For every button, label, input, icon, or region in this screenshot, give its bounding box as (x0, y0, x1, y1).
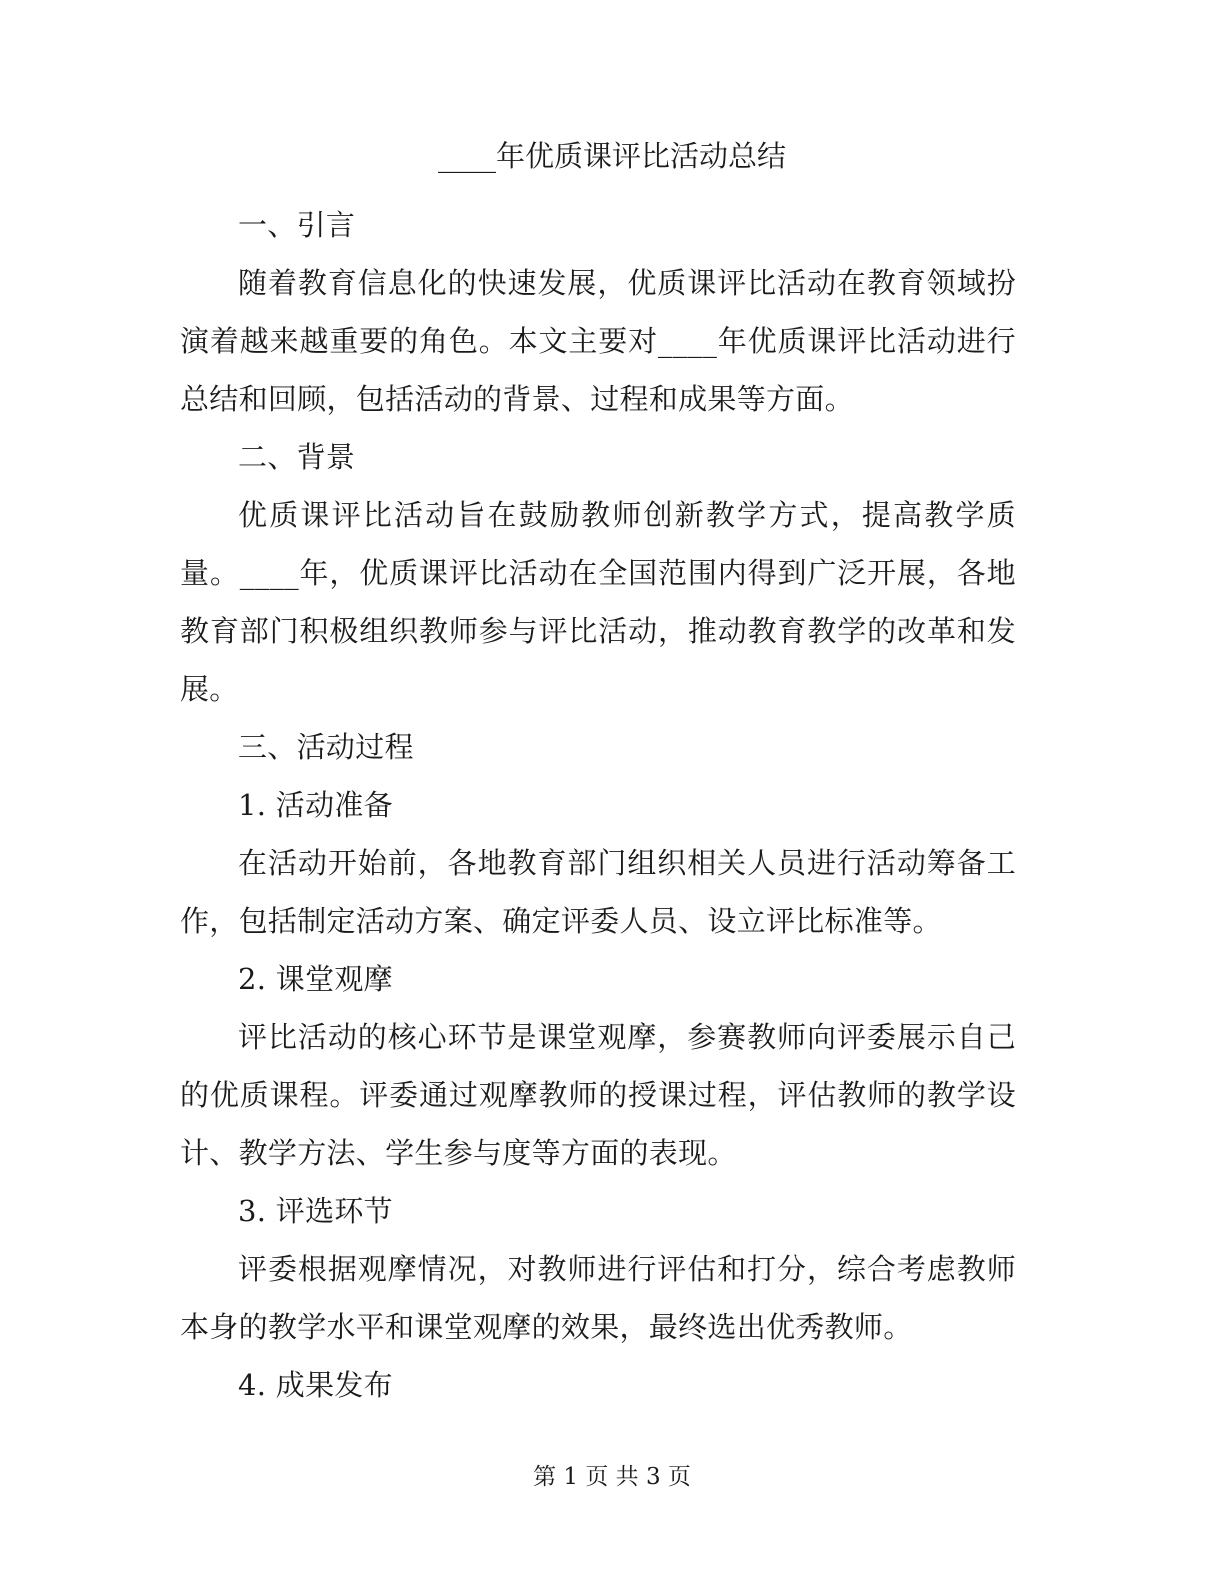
paragraph-introduction: 随着教育信息化的快速发展，优质课评比活动在教育领域扮演着越来越重要的角色。本文主要对____年优质课评比活动进行总结和回顾，包括活动的背景、过程和成果等方面。 (180, 266, 1016, 416)
paragraph-observation: 评比活动的核心环节是课堂观摩，参赛教师向评委展示自己的优质课程。评委通过观摩教师的授课过程，评估教师的教学设计、教学方法、学生参与度等方面的表现。 (180, 1020, 1016, 1170)
subsection-heading-selection: 3. 评选环节 (238, 1194, 393, 1228)
subsection-heading-observation: 2. 课堂观摩 (238, 962, 393, 996)
paragraph-preparation: 在活动开始前，各地教育部门组织相关人员进行活动筹备工作，包括制定活动方案、确定评委人员、设立评比标准等。 (180, 846, 1016, 938)
paragraph-background: 优质课评比活动旨在鼓励教师创新教学方式，提高教学质量。____年，优质课评比活动在全国范围内得到广泛开展，各地教育部门积极组织教师参与评比活动，推动教育教学的改革和发展。 (180, 498, 1016, 706)
paragraph-selection: 评委根据观摩情况，对教师进行评估和打分，综合考虑教师本身的教学水平和课堂观摩的效果，最终选出优秀教师。 (180, 1252, 1016, 1344)
page-footer: 第 1 页 共 3 页 (533, 1464, 691, 1490)
section-heading-introduction: 一、引言 (238, 208, 356, 242)
section-heading-process: 三、活动过程 (238, 730, 414, 764)
subsection-heading-results: 4. 成果发布 (238, 1368, 393, 1402)
subsection-heading-preparation: 1. 活动准备 (238, 788, 393, 822)
page-title: ____年优质课评比活动总结 (437, 139, 786, 173)
document-body (180, 196, 1016, 1414)
section-heading-background: 二、背景 (238, 440, 356, 474)
